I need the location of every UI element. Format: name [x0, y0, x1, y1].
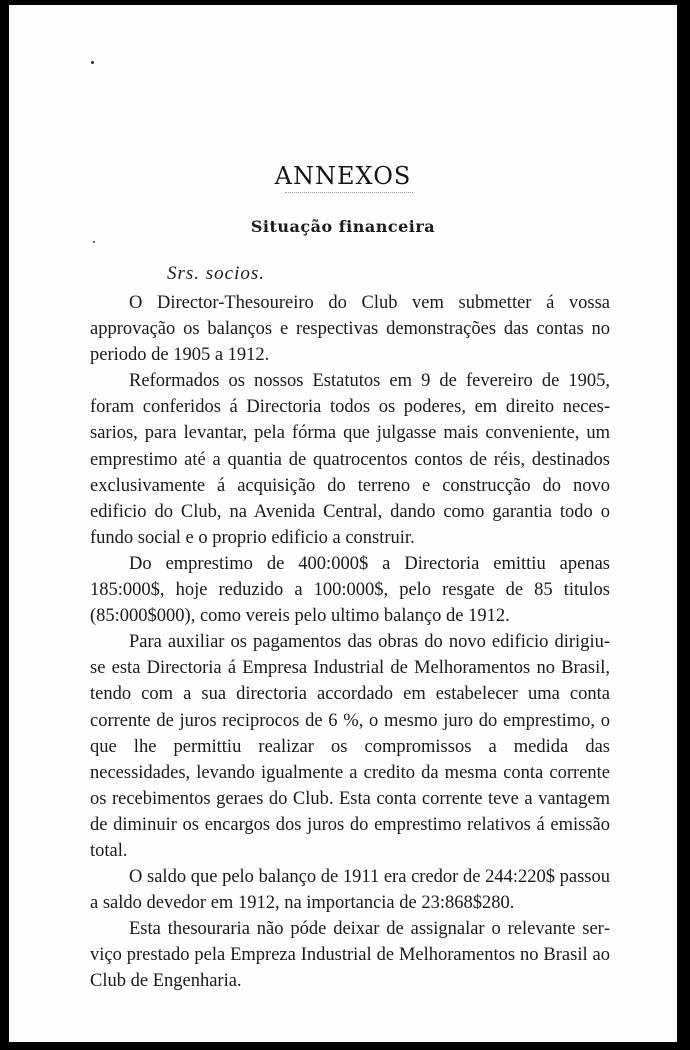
- document-body: [90, 290, 610, 995]
- document-page: [9, 5, 677, 1042]
- paragraph: Esta thesouraria não póde deixar de assignalar o relevante serviço prestado pela Empreza Industrial de Melhoramentos no Brasil ao Club de Engenharia.: [90, 919, 610, 992]
- paragraph: O Director-Thesoureiro do Club vem submetter á vossa approvação os balanços e respectivas demonstrações das contas no periodo de 1905 a 1912.: [90, 293, 610, 366]
- paragraph: Do emprestimo de 400:000$ a Directoria emittiu apenas 185:000$, hoje reduzido a 100:000$, pelo resgate de 85 titulos (85:000$000), como vereis pelo ultimo balanço de 1912.: [90, 553, 610, 627]
- paragraph: Para auxiliar os pagamentos das obras do novo edificio dirigiu-se esta Directoria á Empresa Industrial de Melhoramentos no Brasil, tendo com a sua directoria accordado em estabelecer uma conta corrente de juros reciprocos de 6 %, o mesmo juro do emprestimo, o que lhe permittiu realizar os compromissos a medida das necessidades, levando igualmente a credito da mesma conta corrente os recebimentos geraes do Club. Esta conta corrente teve a vantagem de diminuir os encargos dos juros do emprestimo relativos á emissão total.: [90, 632, 610, 861]
- title-ornament: [285, 192, 413, 193]
- salutation: Srs. socios.: [167, 263, 266, 284]
- section-subtitle: Situação financeira: [250, 217, 436, 236]
- paragraph: Reformados os nossos Estatutos em 9 de fevereiro de 1905, foram conferidos á Directoria todos os poderes, em direito necessarios, para levantar, pela fórma que julgasse mais conveniente, um emprestimo até a quantia de quatrocentos contos de réis, destinados exclusivamente á acquisição do terreno e construcção do novo edificio do Club, na Avenida Central, dando como garantia todo o fundo social e o proprio edificio a construir.: [90, 371, 610, 548]
- paragraph: O saldo que pelo balanço de 1911 era credor de 244:220$ passou a saldo devedor em 1912, na importancia de 23:868$280.: [90, 867, 610, 914]
- ink-speck: [91, 61, 94, 64]
- page-title: ANNEXOS: [274, 162, 412, 190]
- ink-speck: [93, 241, 95, 243]
